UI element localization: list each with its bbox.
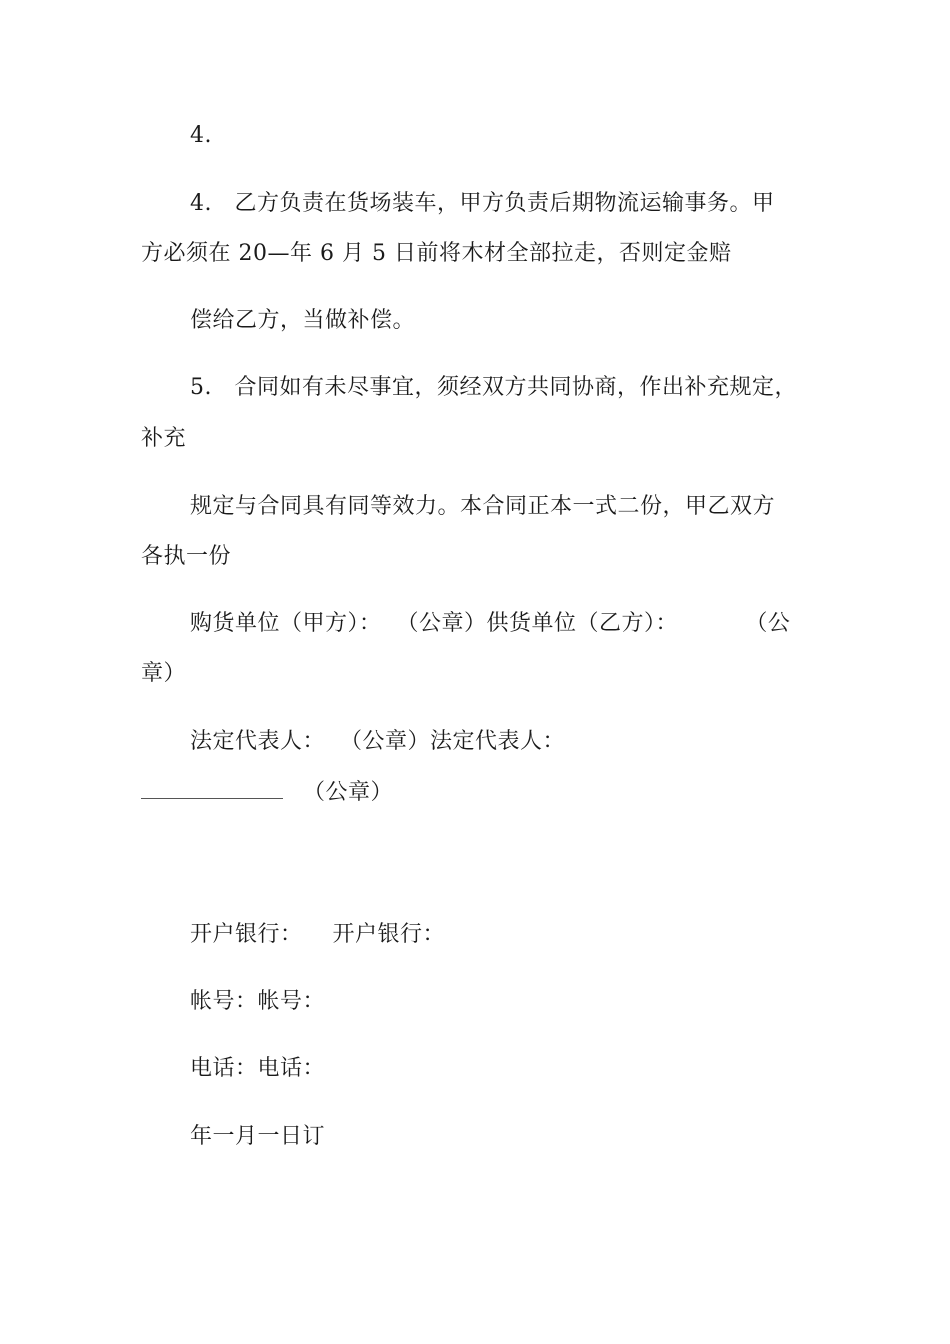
- date-line: 年一月一日订: [190, 1124, 326, 1149]
- item-4-number: 4.: [190, 123, 212, 148]
- signature-blank-rule: [141, 778, 283, 799]
- legal-rep-line-2: [141, 778, 393, 806]
- legal-rep-seal: （公章）: [303, 780, 394, 805]
- item-5-line-3: 规定与合同具有同等效力。本合同正本一式二份，甲乙双方: [190, 494, 776, 519]
- bank-line: 开户银行： 开户银行：: [190, 922, 445, 947]
- item-5-line-1: 5. 合同如有未尽事宜，须经双方共同协商，作出补充规定，: [190, 375, 797, 400]
- item-4-line-2: 方必须在 20—年 6 月 5 日前将木材全部拉走，否则定金赔: [141, 241, 732, 266]
- item-5-line-2: 补充: [141, 426, 187, 451]
- account-line: 帐号：帐号：: [190, 989, 326, 1014]
- item-4-line-1: 4. 乙方负责在货场装车，甲方负责后期物流运输事务。甲: [190, 191, 775, 216]
- legal-rep-line-1: 法定代表人： （公章）法定代表人：: [190, 729, 565, 754]
- buyer-supplier-line-1: 购货单位（甲方）： （公章）供货单位（乙方）： （公: [190, 611, 791, 636]
- item-4-line-3: 偿给乙方，当做补偿。: [190, 308, 416, 333]
- phone-line: 电话：电话：: [190, 1056, 326, 1081]
- buyer-supplier-line-2: 章）: [141, 661, 187, 686]
- item-5-line-4: 各执一份: [141, 544, 232, 569]
